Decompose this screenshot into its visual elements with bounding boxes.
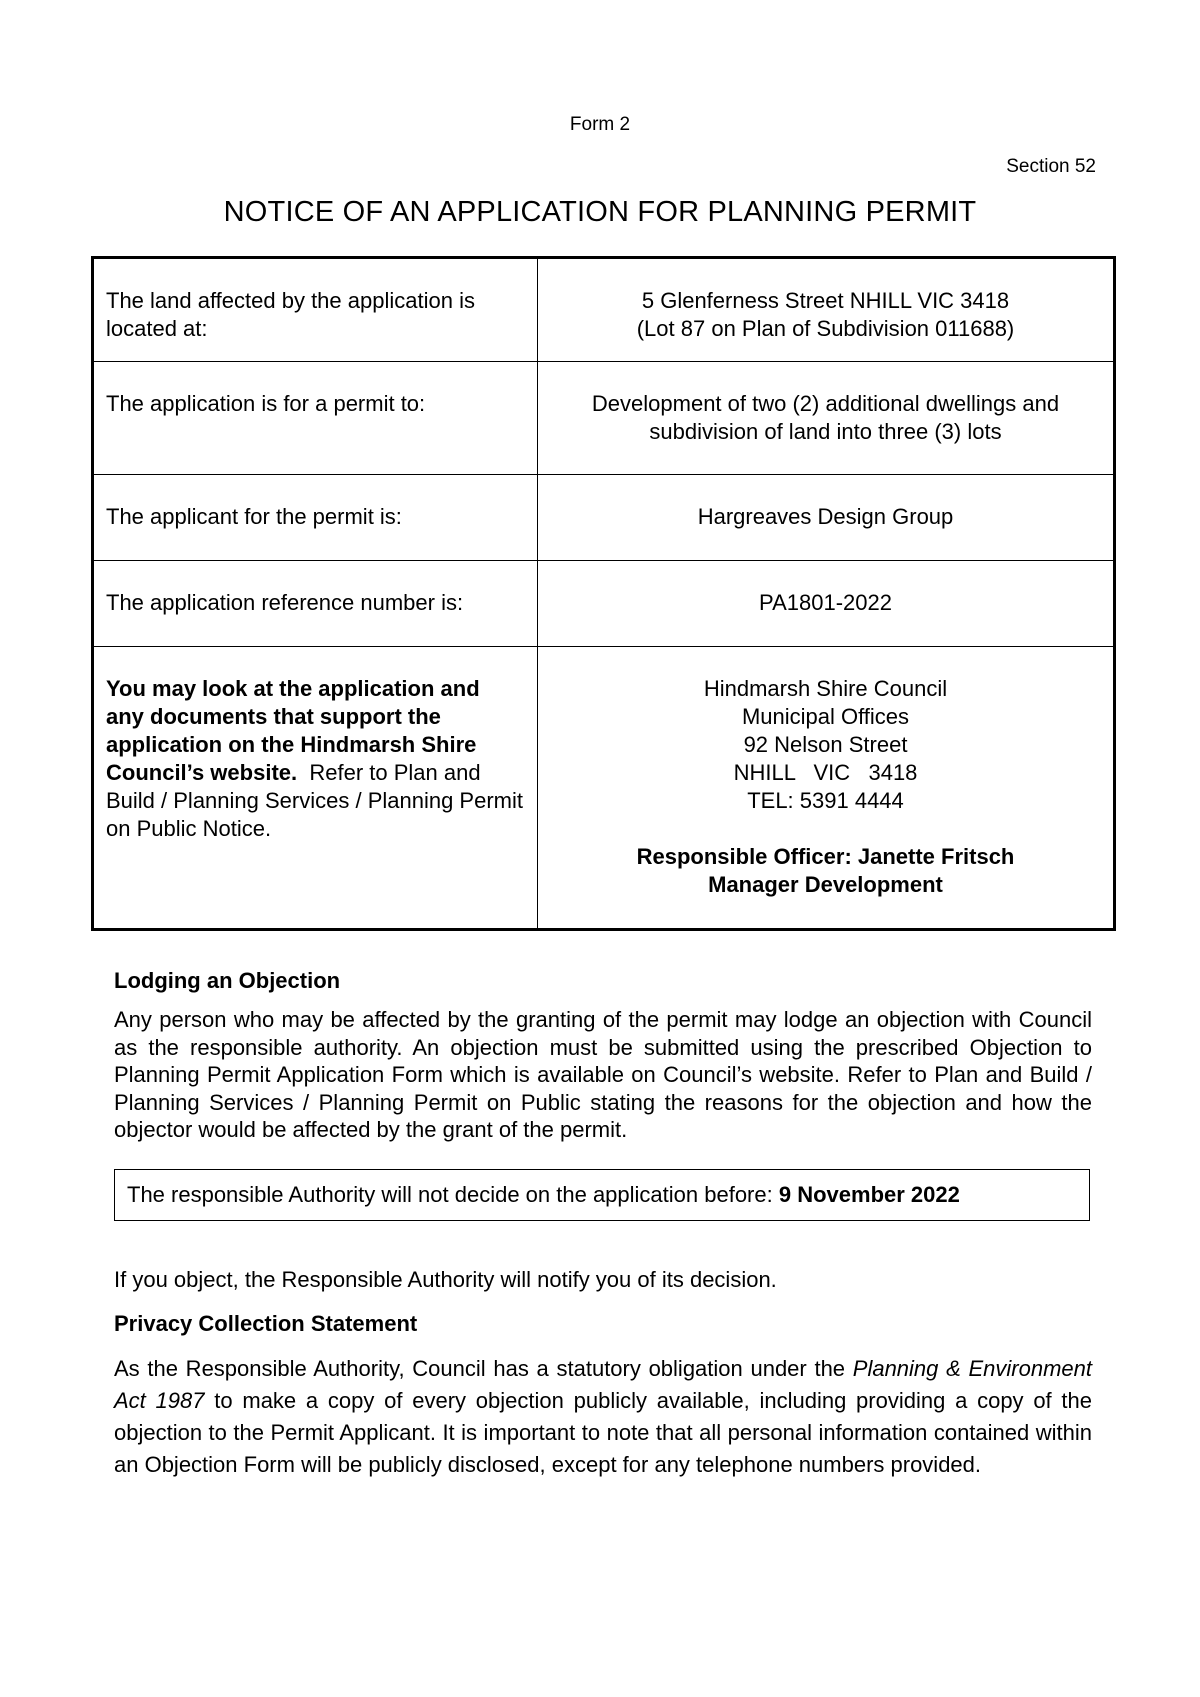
land-value [538, 258, 1115, 362]
objection-heading: Lodging an Objection [114, 968, 341, 993]
council-phone: TEL: 5391 4444 [747, 788, 904, 813]
purpose-line-2: subdivision of land into three (3) lots [649, 419, 1002, 444]
decision-date-box [114, 1169, 1090, 1221]
inspection-label [93, 647, 538, 930]
decision-text: The responsible Authority will not decide on the application before: [127, 1182, 779, 1207]
application-details-table [91, 256, 1116, 931]
inspection-label-regular: Refer to Plan and Build / Planning Services / Planning Permit on Public Notice. [106, 760, 523, 841]
table-row-applicant [93, 475, 1115, 561]
council-details [538, 647, 1115, 930]
objection-body: Any person who may be affected by the granting of the permit may lodge an objection with Council as the responsible authority. An objection must be submitted using the prescribed Objection to Planning Permit Application Form which is available on Council’s website. Refer to Plan and Build / Planning Services / Planning Permit on Public stating the reasons for the objection and how the objector would be affected by the grant of the permit. [114, 1007, 1092, 1142]
inspection-label-bold: You may look at the application and any documents that support the application on the Hindmarsh Shire Council’s website. [106, 676, 480, 785]
land-label: The land affected by the application is located at: [93, 258, 538, 362]
notify-statement: If you object, the Responsible Authority will notify you of its decision. [114, 1267, 777, 1292]
land-lot: (Lot 87 on Plan of Subdivision 011688) [636, 316, 1015, 341]
council-name: Hindmarsh Shire Council [703, 676, 948, 701]
section-number: Section 52 [1006, 156, 1096, 177]
council-office: Municipal Offices [741, 704, 910, 729]
reference-value: PA1801-2022 [538, 561, 1115, 647]
privacy-heading: Privacy Collection Statement [114, 1311, 418, 1336]
table-row-inspection [93, 647, 1115, 930]
table-row-land [93, 258, 1115, 362]
document-title: NOTICE OF AN APPLICATION FOR PLANNING PERMIT [223, 196, 977, 228]
privacy-body-end: to make a copy of every objection publicly available, including providing a copy of the objection to the Permit Applicant. It is important to note that all personal information contained within an Objection Form will be publicly disclosed, except for any telephone numbers provided. [114, 1388, 1093, 1477]
land-address: 5 Glenferness Street NHILL VIC 3418 [641, 288, 1010, 313]
decision-date: 9 November 2022 [778, 1182, 960, 1207]
responsible-officer: Responsible Officer: Janette Fritsch [636, 844, 1015, 869]
reference-label: The application reference number is: [93, 561, 538, 647]
council-street: 92 Nelson Street [743, 732, 908, 757]
purpose-label: The application is for a permit to: [93, 362, 538, 475]
form-number: Form 2 [569, 114, 631, 135]
purpose-value [538, 362, 1115, 475]
act-name: Planning & Environment Act 1987 [114, 1356, 1092, 1413]
privacy-body-start: As the Responsible Authority, Council has a statutory obligation under the [114, 1356, 853, 1381]
table-row-reference [93, 561, 1115, 647]
applicant-value: Hargreaves Design Group [538, 475, 1115, 561]
applicant-label: The applicant for the permit is: [93, 475, 538, 561]
council-town: NHILL VIC 3418 [733, 760, 918, 785]
privacy-body [114, 1353, 1092, 1481]
officer-title: Manager Development [708, 872, 943, 897]
table-row-purpose [93, 362, 1115, 475]
purpose-line-1: Development of two (2) additional dwellings and [591, 391, 1060, 416]
